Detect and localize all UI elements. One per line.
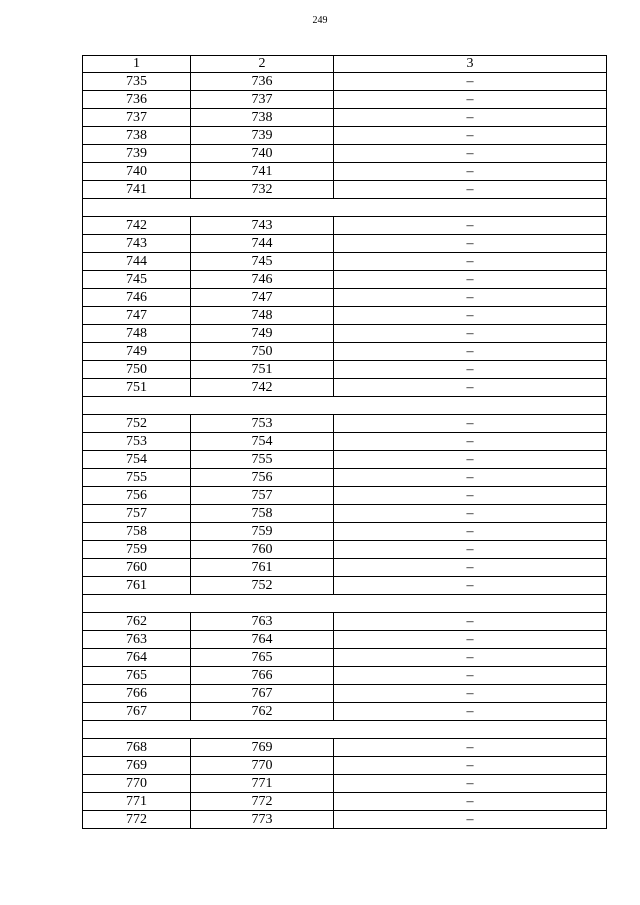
table-cell-col-1: 755 (83, 469, 191, 487)
table-cell-col-1: 735 (83, 73, 191, 91)
table-cell-col-1: 767 (83, 703, 191, 721)
table-row (83, 703, 607, 721)
table-cell-col-3: – (334, 325, 607, 343)
table-cell-col-3: – (334, 613, 607, 631)
table-cell-col-3: – (334, 793, 607, 811)
table-row (83, 379, 607, 397)
table-cell-col-3: – (334, 91, 607, 109)
table-row (83, 163, 607, 181)
table-row (83, 289, 607, 307)
table-cell-col-2: 759 (191, 523, 334, 541)
table-cell-col-1: 749 (83, 343, 191, 361)
table-cell-col-2: 736 (191, 73, 334, 91)
table-row (83, 307, 607, 325)
table-row (83, 559, 607, 577)
table-row (83, 613, 607, 631)
group-separator-row (83, 595, 607, 613)
table-cell-col-2: 757 (191, 487, 334, 505)
table-cell-col-2: 767 (191, 685, 334, 703)
table-cell-col-2: 764 (191, 631, 334, 649)
table-cell-col-3: – (334, 307, 607, 325)
table-cell-col-2: 748 (191, 307, 334, 325)
table-row (83, 487, 607, 505)
data-table (82, 55, 607, 829)
table-row (83, 469, 607, 487)
table-cell-col-1: 746 (83, 289, 191, 307)
table-row (83, 253, 607, 271)
table-cell-col-3: – (334, 181, 607, 199)
table-row (83, 739, 607, 757)
table-cell-col-1: 758 (83, 523, 191, 541)
table-cell-col-2: 755 (191, 451, 334, 469)
table-cell-col-3: – (334, 739, 607, 757)
table-cell-col-3: – (334, 235, 607, 253)
table-cell-col-2: 772 (191, 793, 334, 811)
table-cell-col-2: 740 (191, 145, 334, 163)
table-row (83, 631, 607, 649)
table-cell-col-3: – (334, 667, 607, 685)
table-cell-col-1: 753 (83, 433, 191, 451)
table-cell-col-3: – (334, 559, 607, 577)
table-cell-col-3: – (334, 577, 607, 595)
table-cell-col-2: 773 (191, 811, 334, 829)
table-row (83, 415, 607, 433)
table-cell-col-3: – (334, 343, 607, 361)
table-cell-col-1: 737 (83, 109, 191, 127)
table-cell-col-1: 770 (83, 775, 191, 793)
table-cell-col-1: 741 (83, 181, 191, 199)
table-cell-col-2: 737 (191, 91, 334, 109)
table-cell-col-1: 765 (83, 667, 191, 685)
table-cell-col-2: 746 (191, 271, 334, 289)
table-cell-col-1: 743 (83, 235, 191, 253)
table-cell-col-2: 751 (191, 361, 334, 379)
table-row (83, 433, 607, 451)
table-row (83, 235, 607, 253)
group-separator-cell (83, 397, 607, 415)
table-cell-col-2: 762 (191, 703, 334, 721)
table-row (83, 667, 607, 685)
table-cell-col-1: 756 (83, 487, 191, 505)
table-cell-col-3: – (334, 253, 607, 271)
table-cell-col-3: – (334, 631, 607, 649)
table-row (83, 91, 607, 109)
table-cell-col-2: 756 (191, 469, 334, 487)
table-cell-col-1: 769 (83, 757, 191, 775)
table-row (83, 325, 607, 343)
table-cell-col-1: 768 (83, 739, 191, 757)
table-cell-col-3: – (334, 271, 607, 289)
table-cell-col-2: 761 (191, 559, 334, 577)
group-separator-cell (83, 595, 607, 613)
table-cell-col-2: 742 (191, 379, 334, 397)
table-cell-col-3: – (334, 487, 607, 505)
table-row (83, 271, 607, 289)
table-cell-col-3: – (334, 757, 607, 775)
table-cell-col-1: 745 (83, 271, 191, 289)
table-body (83, 56, 607, 829)
table-cell-col-2: 747 (191, 289, 334, 307)
table-cell-col-2: 743 (191, 217, 334, 235)
table-cell-col-1: 736 (83, 91, 191, 109)
table-cell-col-1: 752 (83, 415, 191, 433)
table-cell-col-2: 750 (191, 343, 334, 361)
table-row (83, 649, 607, 667)
table-cell-col-1: 763 (83, 631, 191, 649)
table-cell-col-1: 759 (83, 541, 191, 559)
table-cell-col-2: 738 (191, 109, 334, 127)
table-row (83, 127, 607, 145)
table-cell-col-3: – (334, 289, 607, 307)
group-separator-row (83, 397, 607, 415)
group-separator-cell (83, 721, 607, 739)
table-row (83, 181, 607, 199)
table-cell-col-1: 757 (83, 505, 191, 523)
table-row (83, 451, 607, 469)
group-separator-row (83, 721, 607, 739)
table-cell-col-2: 760 (191, 541, 334, 559)
table-cell-col-1: 764 (83, 649, 191, 667)
table-row (83, 523, 607, 541)
table-cell-col-2: 765 (191, 649, 334, 667)
table-cell-col-3: – (334, 109, 607, 127)
table-row (83, 793, 607, 811)
table-cell-col-3: – (334, 775, 607, 793)
table-cell-col-3: – (334, 361, 607, 379)
table-cell-col-2: 769 (191, 739, 334, 757)
table-cell-col-3: – (334, 451, 607, 469)
table-cell-col-1: 762 (83, 613, 191, 631)
table-cell-col-1: 750 (83, 361, 191, 379)
table-cell-col-3: – (334, 217, 607, 235)
group-separator-cell (83, 199, 607, 217)
table-row (83, 361, 607, 379)
table-row (83, 757, 607, 775)
table-cell-col-2: 766 (191, 667, 334, 685)
table-cell-col-3: – (334, 541, 607, 559)
table-cell-col-3: – (334, 649, 607, 667)
table-cell-col-2: 763 (191, 613, 334, 631)
table-cell-col-3: – (334, 145, 607, 163)
table-cell-col-2: 754 (191, 433, 334, 451)
table-cell-col-3: – (334, 73, 607, 91)
table-row (83, 541, 607, 559)
table-cell-col-1: 760 (83, 559, 191, 577)
table-cell-col-2: 732 (191, 181, 334, 199)
group-separator-row (83, 199, 607, 217)
table-cell-col-1: 761 (83, 577, 191, 595)
table-cell-col-3: – (334, 163, 607, 181)
table-row (83, 217, 607, 235)
table-cell-col-1: 747 (83, 307, 191, 325)
page-number: 249 (312, 15, 328, 26)
table-cell-col-3: – (334, 523, 607, 541)
table-cell-col-1: 738 (83, 127, 191, 145)
column-header-1: 1 (83, 56, 191, 73)
table-cell-col-2: 758 (191, 505, 334, 523)
table-cell-col-3: – (334, 685, 607, 703)
table-cell-col-1: 766 (83, 685, 191, 703)
table-cell-col-1: 751 (83, 379, 191, 397)
column-header-2: 2 (191, 56, 334, 73)
table-row (83, 505, 607, 523)
table-cell-col-2: 741 (191, 163, 334, 181)
table-cell-col-3: – (334, 703, 607, 721)
table-cell-col-3: – (334, 469, 607, 487)
table-row (83, 577, 607, 595)
table-row (83, 73, 607, 91)
table-cell-col-3: – (334, 379, 607, 397)
table-row (83, 109, 607, 127)
table-row (83, 685, 607, 703)
table-cell-col-2: 770 (191, 757, 334, 775)
table-cell-col-1: 744 (83, 253, 191, 271)
table-cell-col-2: 749 (191, 325, 334, 343)
table-cell-col-1: 740 (83, 163, 191, 181)
table-cell-col-3: – (334, 433, 607, 451)
table-row (83, 343, 607, 361)
table-cell-col-3: – (334, 415, 607, 433)
table-cell-col-1: 739 (83, 145, 191, 163)
table-row (83, 775, 607, 793)
column-header-3: 3 (334, 56, 607, 73)
table-cell-col-2: 771 (191, 775, 334, 793)
table-cell-col-3: – (334, 811, 607, 829)
table-cell-col-2: 739 (191, 127, 334, 145)
table-row (83, 145, 607, 163)
table-cell-col-2: 753 (191, 415, 334, 433)
table-cell-col-3: – (334, 127, 607, 145)
table-cell-col-1: 772 (83, 811, 191, 829)
table-cell-col-2: 745 (191, 253, 334, 271)
table-cell-col-1: 748 (83, 325, 191, 343)
table-cell-col-1: 771 (83, 793, 191, 811)
table-row (83, 811, 607, 829)
table-cell-col-2: 744 (191, 235, 334, 253)
table-cell-col-2: 752 (191, 577, 334, 595)
table-cell-col-1: 742 (83, 217, 191, 235)
table-cell-col-3: – (334, 505, 607, 523)
table-cell-col-1: 754 (83, 451, 191, 469)
table-header-row (83, 56, 607, 73)
